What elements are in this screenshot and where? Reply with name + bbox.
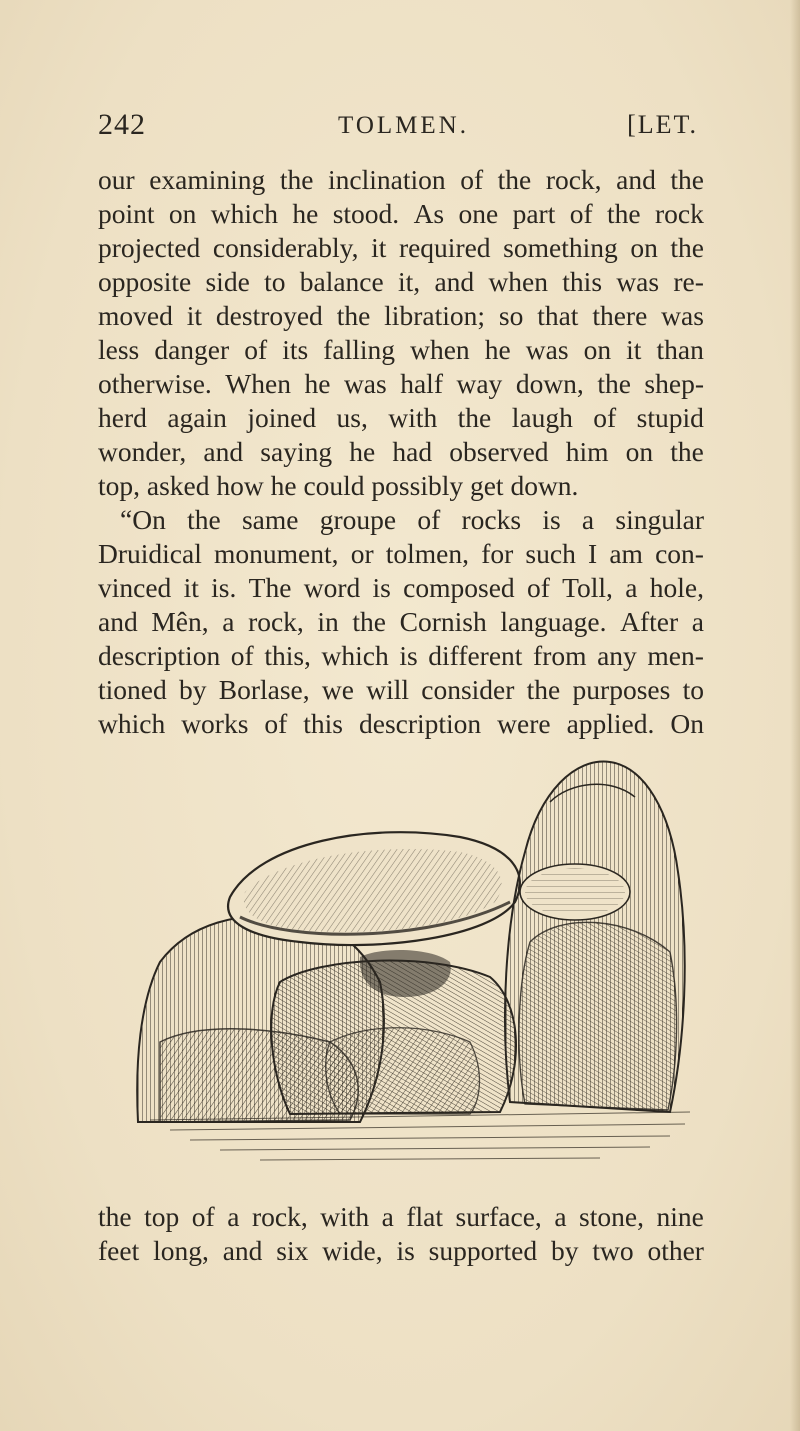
text-line: herd again joined us, with the laugh of stupid	[98, 402, 704, 433]
text-line: otherwise. When he was half way down, the shep-	[98, 368, 704, 399]
text-line: and Mên, a rock, in the Cornish language. After a	[98, 606, 704, 637]
text-line: vinced it is. The word is composed of Toll, a hole,	[98, 572, 704, 603]
text-line: top, asked how he could possibly get down.	[98, 470, 579, 501]
body-text-top	[98, 163, 704, 741]
text-line: wonder, and saying he had observed him on the	[98, 436, 704, 467]
text-line: point on which he stood. As one part of the rock	[98, 198, 704, 229]
page-edge-shadow	[790, 0, 800, 1431]
page-number: 242	[98, 108, 146, 141]
text-line: Druidical monument, or tolmen, for such I am con-	[98, 538, 704, 569]
section-label: [LET.	[627, 110, 698, 139]
text-line: description of this, which is different from any men-	[98, 640, 704, 671]
text-line: projected considerably, it required something on the	[98, 232, 704, 263]
text-line: opposite side to balance it, and when this was re-	[98, 266, 704, 297]
text-line: moved it destroyed the libration; so that there was	[98, 300, 704, 331]
running-header	[98, 108, 698, 158]
text-line: our examining the inclination of the rock, and the	[98, 164, 704, 195]
text-line: “On the same groupe of rocks is a singular	[120, 504, 704, 535]
text-line: which works of this description were applied. On	[98, 708, 704, 739]
body-text-bottom	[98, 1200, 704, 1268]
tolmen-engraving	[130, 742, 700, 1172]
text-line: tioned by Borlase, we will consider the purposes to	[98, 674, 704, 705]
text-line: feet long, and six wide, is supported by two other	[98, 1235, 704, 1266]
text-line: less danger of its falling when he was on it than	[98, 334, 704, 365]
running-title: TOLMEN.	[338, 112, 469, 139]
text-line: the top of a rock, with a flat surface, a stone, nine	[98, 1201, 704, 1232]
